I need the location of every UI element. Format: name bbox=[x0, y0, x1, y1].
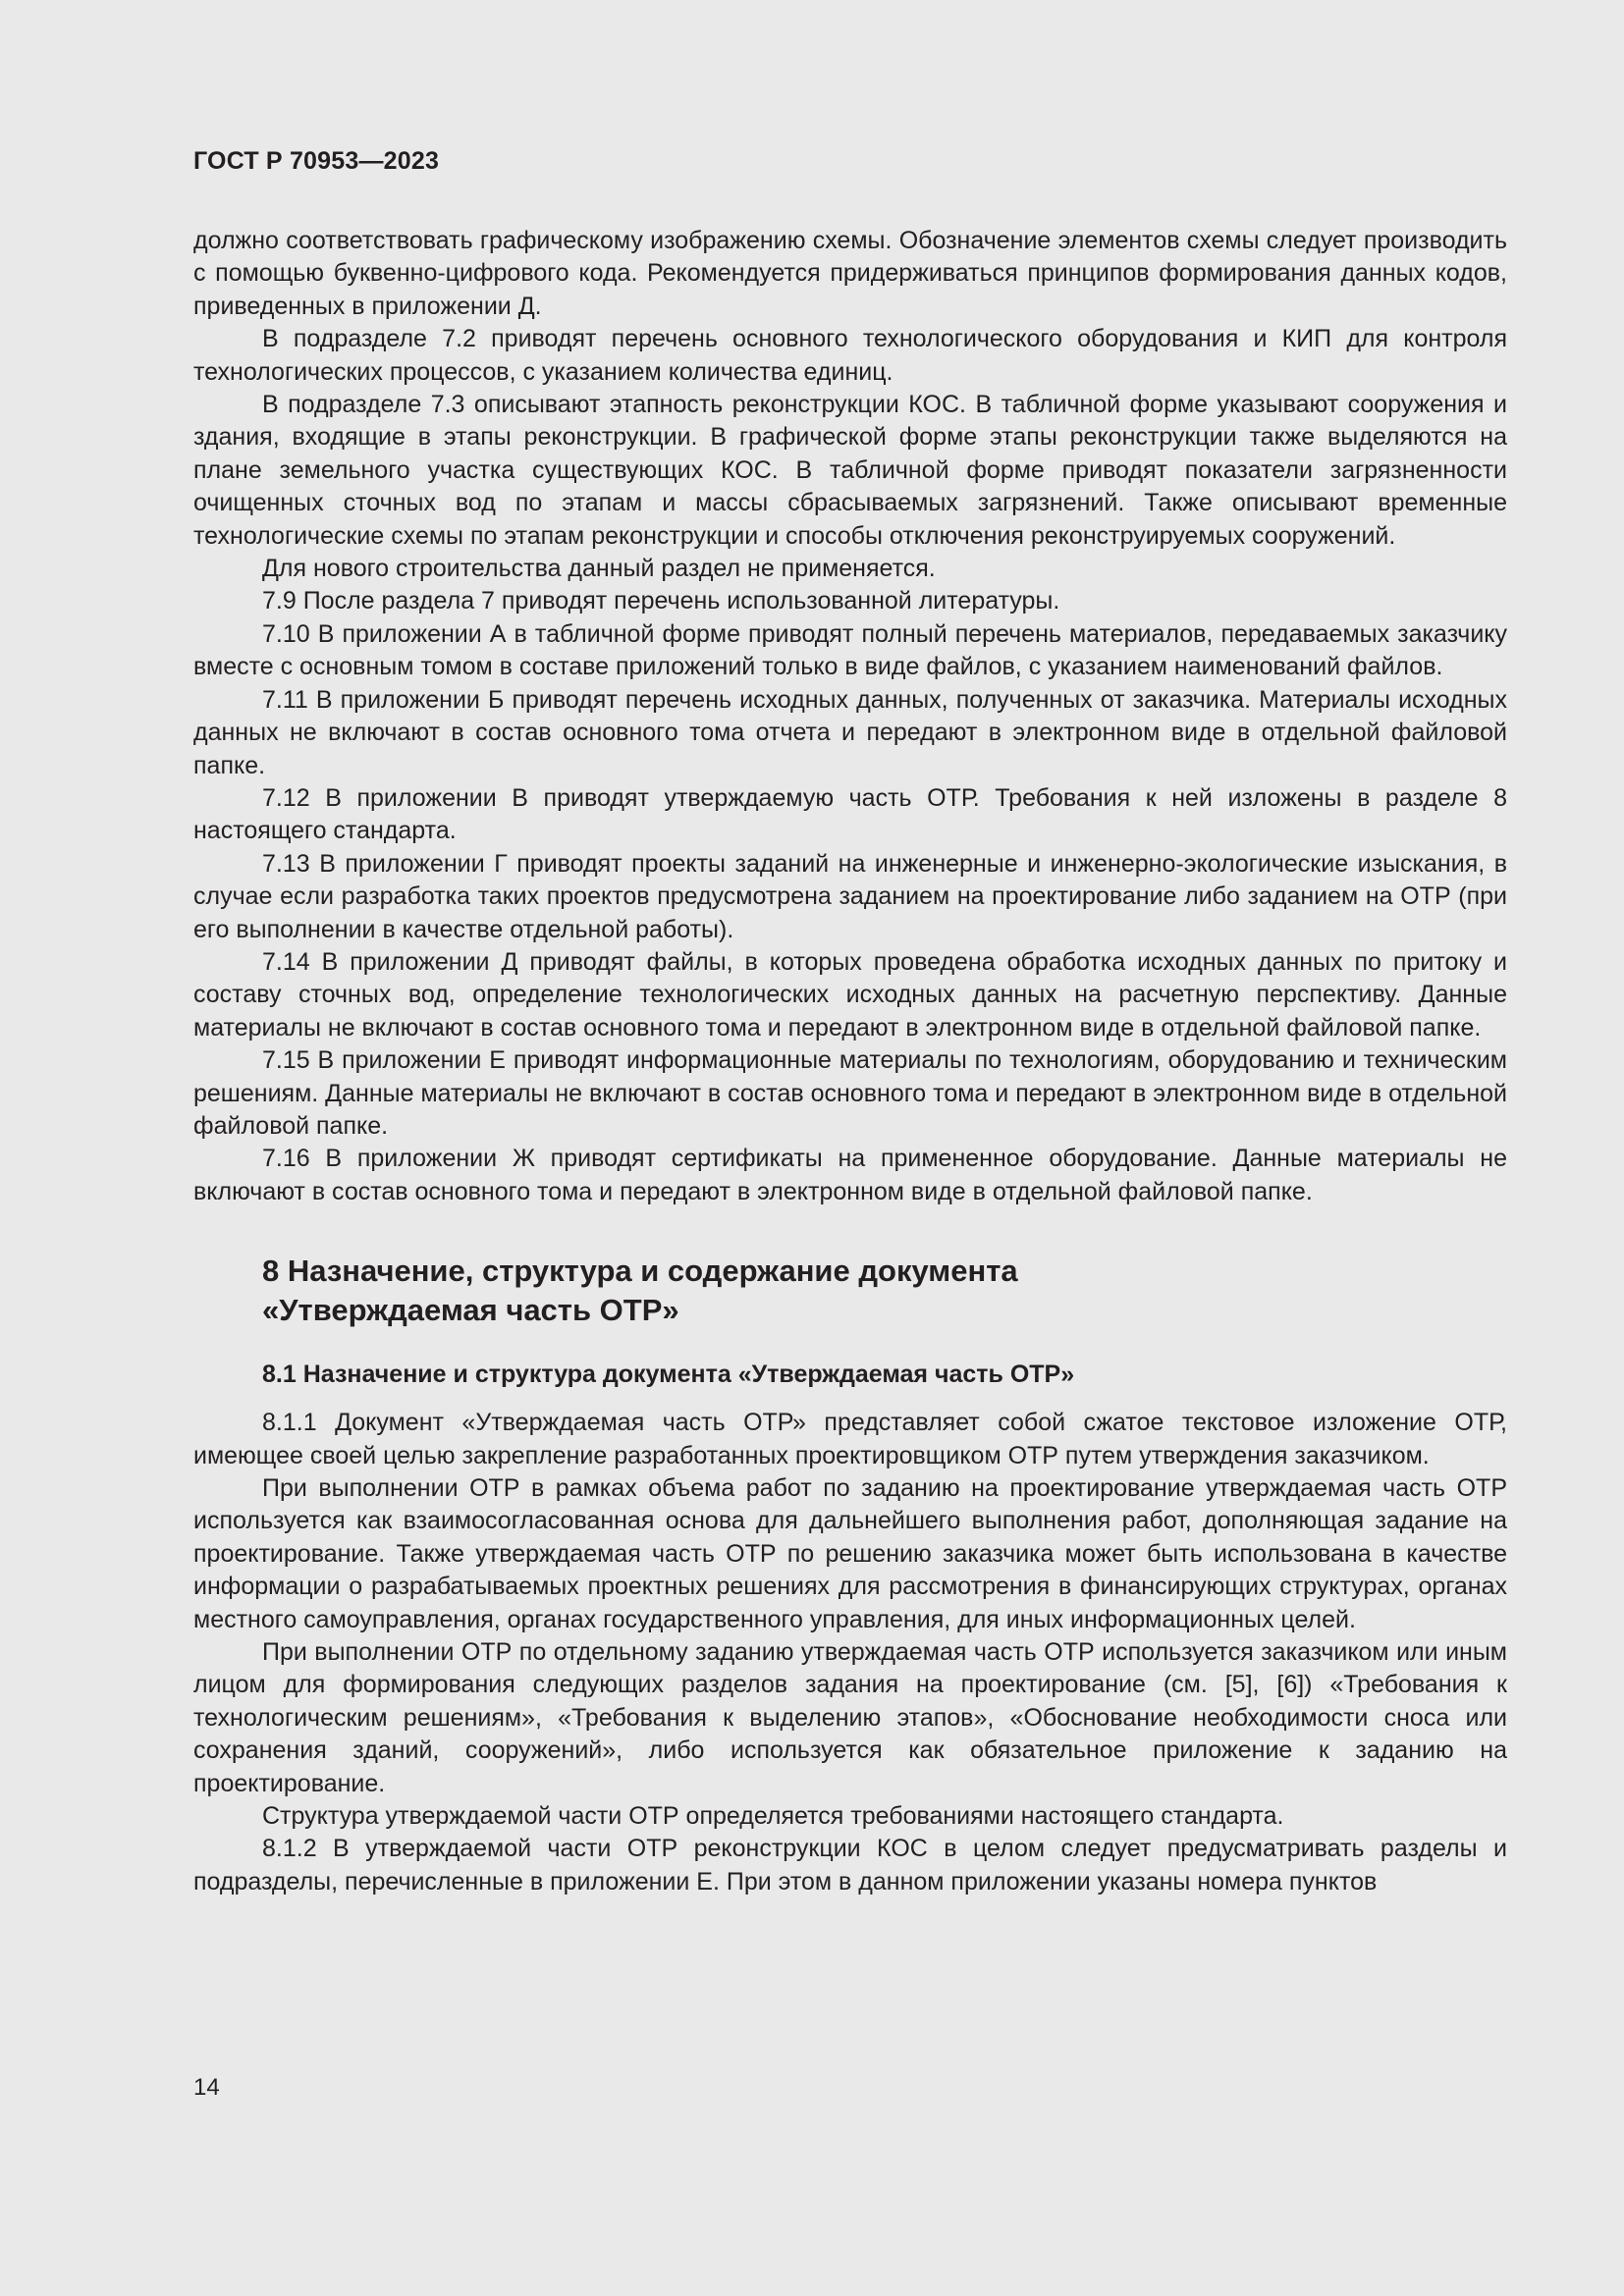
paragraph: 7.13 В приложении Г приводят проекты заданий на инженерные и инженерно-экологические изыскания, в случае если разработка таких проектов предусмотрена заданием на проектирование либо заданием на ОТР (при его выполнении в качестве отдельной работы). bbox=[193, 849, 1507, 943]
paragraph: В подразделе 7.3 описывают этапность реконструкции КОС. В табличной форме указывают сооружения и здания, входящие в этапы реконструкции. В графической форме этапы реконструкции также выделяются на плане земельного участка существующих КОС. В табличной форме приводят показатели загрязненности очищенных сточных вод по этапам и массы сбрасываемых загрязнений. Также описывают временные технологические схемы по этапам реконструкции и способы отключения реконструируемых сооружений. bbox=[193, 391, 1507, 550]
paragraph: При выполнении ОТР по отдельному заданию утверждаемая часть ОТР используется заказчиком или иным лицом для формирования следующих разделов задания на проектирование (см. [5], [6]) «Требования к технологическим решениям», «Требования к выделению этапов», «Обоснование необходимости сноса или сохранения зданий, сооружений», либо используется как обязательное приложение к заданию на проектирование. bbox=[193, 1638, 1507, 1797]
paragraph: 7.16 В приложении Ж приводят сертификаты на примененное оборудование. Данные материалы не включают в состав основного тома и передают в электронном виде в отдельной файловой папке. bbox=[193, 1145, 1507, 1205]
paragraph: 7.12 В приложении В приводят утверждаемую часть ОТР. Требования к ней изложены в разделе 8 настоящего стандарта. bbox=[193, 783, 1507, 845]
subsection-8-1-heading: 8.1 Назначение и структура документа «Утверждаемая часть ОТР» bbox=[262, 1361, 1075, 1389]
section-heading-line: 8 Назначение, структура и содержание документа bbox=[262, 1254, 1018, 1289]
paragraph: 7.14 В приложении Д приводят файлы, в которых проведена обработка исходных данных по притоку и составу сточных вод, определение технологических исходных данных на расчетную перспективу. Данные материалы не включают в состав основного тома и передают в электронном виде в отдельной файловой папке. bbox=[193, 947, 1507, 1041]
paragraph: 7.11 В приложении Б приводят перечень исходных данных, полученных от заказчика. Материалы исходных данных не включают в состав основного тома отчета и передают в электронном виде в отдельной файловой папке. bbox=[193, 685, 1507, 779]
paragraph: должно соответствовать графическому изображению схемы. Обозначение элементов схемы следует производить с помощью буквенно-цифрового кода. Рекомендуется придерживаться принципов формирования данных кодов, приведенных в приложении Д. bbox=[193, 227, 1507, 320]
section-heading-line: «Утверждаемая часть ОТР» bbox=[262, 1293, 679, 1328]
paragraph: 7.15 В приложении Е приводят информационные материалы по технологиям, оборудованию и техническим решениям. Данные материалы не включают в состав основного тома и передают в электронном виде в отдельной файловой папке. bbox=[193, 1046, 1507, 1140]
paragraph: При выполнении ОТР в рамках объема работ по заданию на проектирование утверждаемая часть ОТР используется как взаимосогласованная основа для дальнейшего выполнения работ, дополняющая задание на проектирование. Также утверждаемая часть ОТР по решению заказчика может быть использована в качестве информации о разрабатываемых проектных решениях для рассмотрения в финансирующих структурах, органах местного самоуправления, органах государственного управления, для иных информационных целей. bbox=[193, 1474, 1507, 1633]
paragraph: 8.1.2 В утверждаемой части ОТР реконструкции КОС в целом следует предусматривать разделы и подразделы, перечисленные в приложении Е. При этом в данном приложении указаны номера пунктов bbox=[193, 1835, 1507, 1896]
paragraph: Для нового строительства данный раздел не применяется. bbox=[262, 555, 936, 583]
paragraph: 7.9 После раздела 7 приводят перечень использованной литературы. bbox=[262, 587, 1060, 615]
paragraph: В подразделе 7.2 приводят перечень основного технологического оборудования и КИП для контроля технологических процессов, с указанием количества единиц. bbox=[193, 325, 1507, 386]
page-content bbox=[193, 225, 1507, 1898]
paragraph: 7.10 В приложении А в табличной форме приводят полный перечень материалов, передаваемых заказчику вместе с основным томом в составе приложений только в виде файлов, с указанием наименований файлов. bbox=[193, 619, 1507, 681]
section-8-heading bbox=[262, 1252, 1507, 1330]
paragraph: 8.1.1 Документ «Утверждаемая часть ОТР» представляет собой сжатое текстовое изложение ОТР, имеющее своей целью закрепление разработанных проектировщиком ОТР путем утверждения заказчиком. bbox=[193, 1409, 1507, 1469]
document-code-header: ГОСТ Р 70953—2023 bbox=[193, 147, 440, 175]
page-number: 14 bbox=[193, 2074, 220, 2101]
paragraph: Структура утверждаемой части ОТР определяется требованиями настоящего стандарта. bbox=[262, 1802, 1284, 1831]
